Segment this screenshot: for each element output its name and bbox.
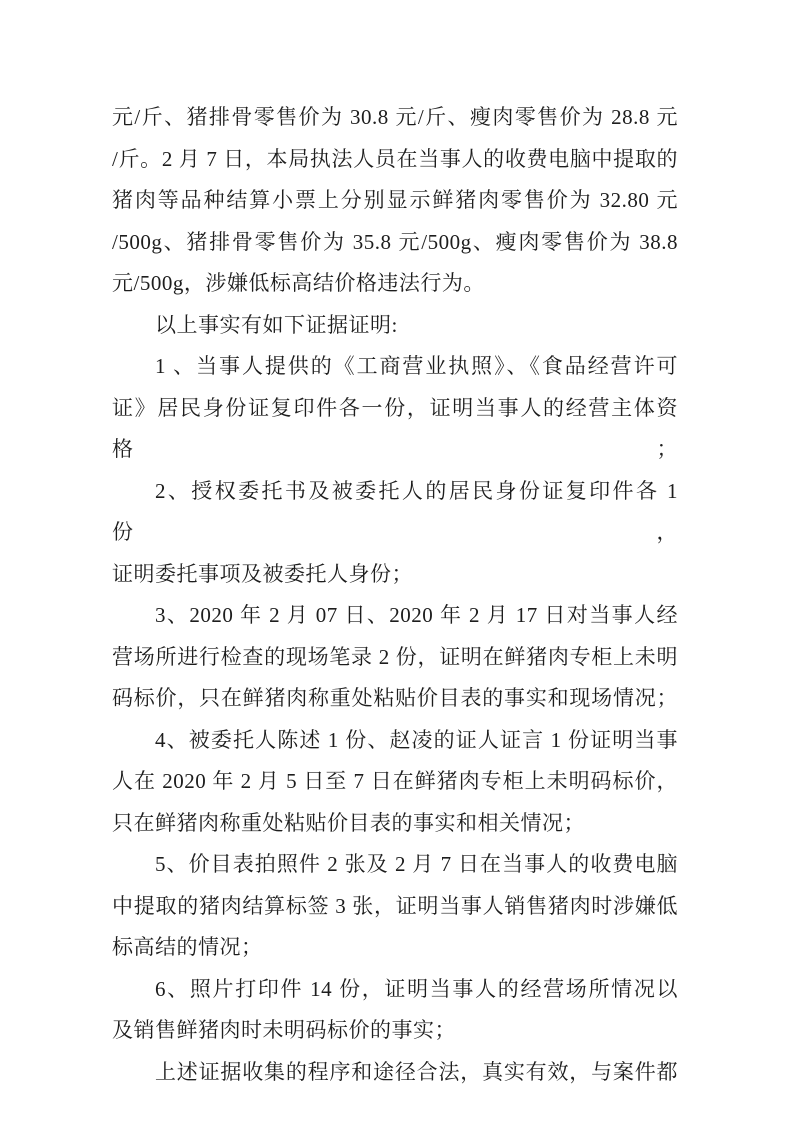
evidence-item-5-line: 5、价目表拍照件 2 张及 2 月 7 日在当事人的收费电脑 [155,852,678,876]
evidence-item-4-line: 4、被委托人陈述 1 份、赵凌的证人证言 1 份证明当事 [155,727,678,752]
document-text-block [112,97,678,1093]
evidence-item-3-line: 3、2020 年 2 月 07 日、2020 年 2 月 17 日对当事人经 [155,603,678,627]
text-line: 营场所进行检查的现场笔录 2 份，证明在鲜猪肉专柜上未明 [112,644,678,669]
text-line: 标高结的情况； [112,935,263,959]
text-line: 码标价，只在鲜猪肉称重处粘贴价目表的事实和现场情况； [112,686,678,710]
evidence-item-2-line: 2、授权委托书及被委托人的居民身份证复印件各 1 份， [112,478,678,544]
text-line: 证》居民身份证复印件各一份，证明当事人的经营主体资格； [112,395,678,461]
closing-paragraph-line: 上述证据收集的程序和途径合法，真实有效，与案件都 [155,1059,678,1084]
section-lead-line: 以上事实有如下证据证明: [155,312,398,337]
text-line: /斤。2 月 7 日，本局执法人员在当事人的收费电脑中提取的 [112,146,678,171]
text-line: 猪肉等品种结算小票上分别显示鲜猪肉零售价为 32.80 元 [112,188,678,212]
evidence-item-1-line: 1 、当事人提供的《工商营业执照》、《食品经营许可 [155,354,678,378]
evidence-item-6-line: 6、照片打印件 14 份，证明当事人的经营场所情况以 [155,976,678,1001]
text-line: 中提取的猪肉结算标签 3 张，证明当事人销售猪肉时涉嫌低 [112,893,678,918]
text-line: 及销售鲜猪肉时未明码标价的事实； [112,1018,456,1042]
text-line: 只在鲜猪肉称重处粘贴价目表的事实和相关情况； [112,810,585,835]
text-line: 元/500g，涉嫌低标高结价格违法行为。 [112,271,485,295]
text-line: /500g、猪排骨零售价为 35.8 元/500g、瘦肉零售价为 38.8 [112,229,678,254]
text-line: 元/斤、猪排骨零售价为 30.8 元/斤、瘦肉零售价为 28.8 元 [112,105,678,129]
text-line: 证明委托事项及被委托人身份； [112,561,413,586]
text-line: 人在 2020 年 2 月 5 日至 7 日在鲜猪肉专柜上未明码标价， [112,769,678,793]
